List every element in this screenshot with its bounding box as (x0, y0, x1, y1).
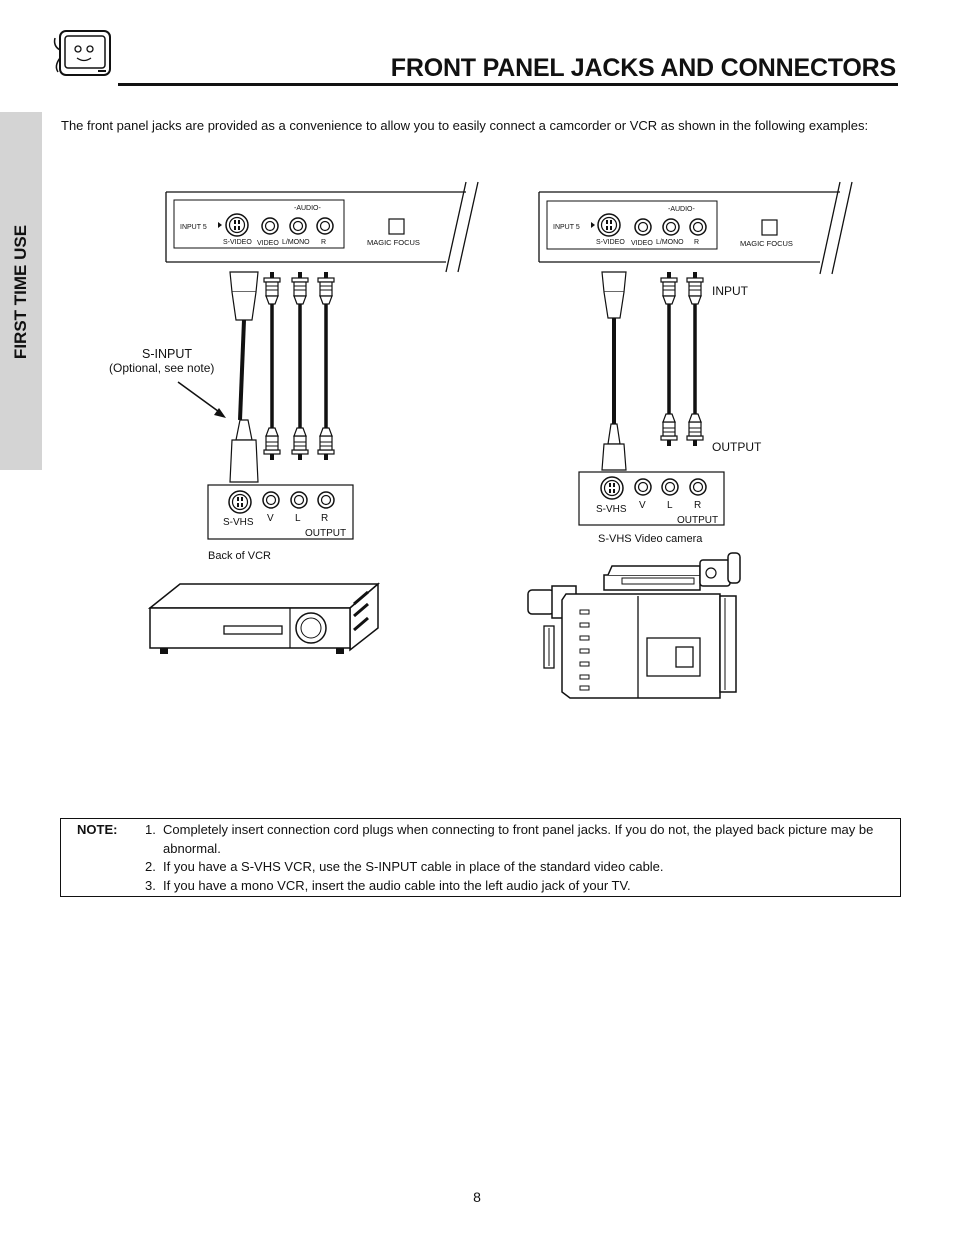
note-list (145, 821, 892, 895)
audio-right-jack (690, 219, 706, 235)
note-item-text: If you have a S-VHS VCR, use the S-INPUT cable in place of the standard video cable. (163, 859, 664, 874)
page-number: 8 (473, 1189, 481, 1205)
camcorder-caption: S-VHS Video camera (598, 533, 703, 545)
note-label: NOTE: (77, 822, 118, 837)
magic-focus-label: MAGIC FOCUS (740, 239, 793, 248)
note-item-number: 2. (145, 859, 156, 874)
pointer-arrow-icon (178, 382, 226, 418)
svhs-label: S-VHS (223, 517, 254, 528)
video-jack (635, 219, 651, 235)
output-label: OUTPUT (305, 528, 347, 539)
video-jack (262, 218, 278, 234)
s-input-label: S-INPUT (142, 347, 192, 361)
note-item-number: 3. (145, 877, 156, 893)
input-label: INPUT (712, 284, 748, 298)
audio-left-jack (290, 218, 306, 234)
note-item (145, 821, 892, 858)
l-label: L (667, 500, 673, 511)
input5-label: INPUT 5 (553, 224, 580, 231)
audio-right-jack (317, 218, 333, 234)
camcorder-output-jacks (579, 472, 724, 526)
svhs-label: S-VHS (596, 504, 627, 515)
svideo-jack (226, 214, 248, 236)
s-input-note: (Optional, see note) (109, 361, 215, 375)
note-item-number: 1. (145, 822, 156, 837)
tv-front-panel-right (539, 182, 852, 274)
section-tab-label: FIRST TIME USE (11, 224, 30, 360)
page-title: FRONT PANEL JACKS AND CONNECTORS (390, 54, 896, 82)
note-item (145, 858, 892, 877)
r-label: R (694, 239, 700, 246)
magic-focus-button (762, 220, 777, 235)
lmono-label: L/MONO (656, 239, 684, 246)
svideo-jack (598, 214, 620, 236)
input5-label: INPUT 5 (180, 224, 207, 231)
cables-left (230, 272, 334, 482)
video-label: VIDEO (631, 240, 653, 247)
note-item-text: If you have a mono VCR, insert the audio cable into the left audio jack of your TV. (163, 877, 631, 893)
intro-paragraph: The front panel jacks are provided as a convenience to allow you to easily connect a camcorder or VCR as shown in the following examples: (61, 118, 869, 133)
r-label: R (694, 500, 702, 511)
tv-front-panel-left (166, 182, 478, 272)
camcorder-icon (528, 553, 740, 698)
video-label: VIDEO (257, 240, 279, 247)
r-label: R (321, 239, 327, 246)
output-label: OUTPUT (712, 440, 762, 454)
lmono-label: L/MONO (282, 239, 310, 246)
audio-label: -AUDIO- (668, 206, 695, 213)
audio-label: -AUDIO- (294, 205, 321, 212)
vcr-output-jacks (208, 485, 353, 539)
vcr-caption: Back of VCR (208, 550, 271, 562)
v-label: V (639, 500, 646, 511)
magic-focus-button (389, 219, 404, 234)
audio-left-jack (663, 219, 679, 235)
r-label: R (321, 513, 329, 524)
cables-right (602, 272, 703, 470)
l-label: L (295, 513, 301, 524)
note-item-text: Completely insert connection cord plugs when connecting to front panel jacks. If you do not, the played back picture may be abnormal. (163, 822, 874, 856)
output-label: OUTPUT (677, 515, 719, 526)
v-label: V (267, 513, 274, 524)
svideo-label: S-VIDEO (223, 239, 252, 246)
note-box (60, 818, 901, 897)
svideo-label: S-VIDEO (596, 239, 625, 246)
note-item (145, 877, 892, 896)
vcr-icon (150, 584, 378, 654)
magic-focus-label: MAGIC FOCUS (367, 238, 420, 247)
